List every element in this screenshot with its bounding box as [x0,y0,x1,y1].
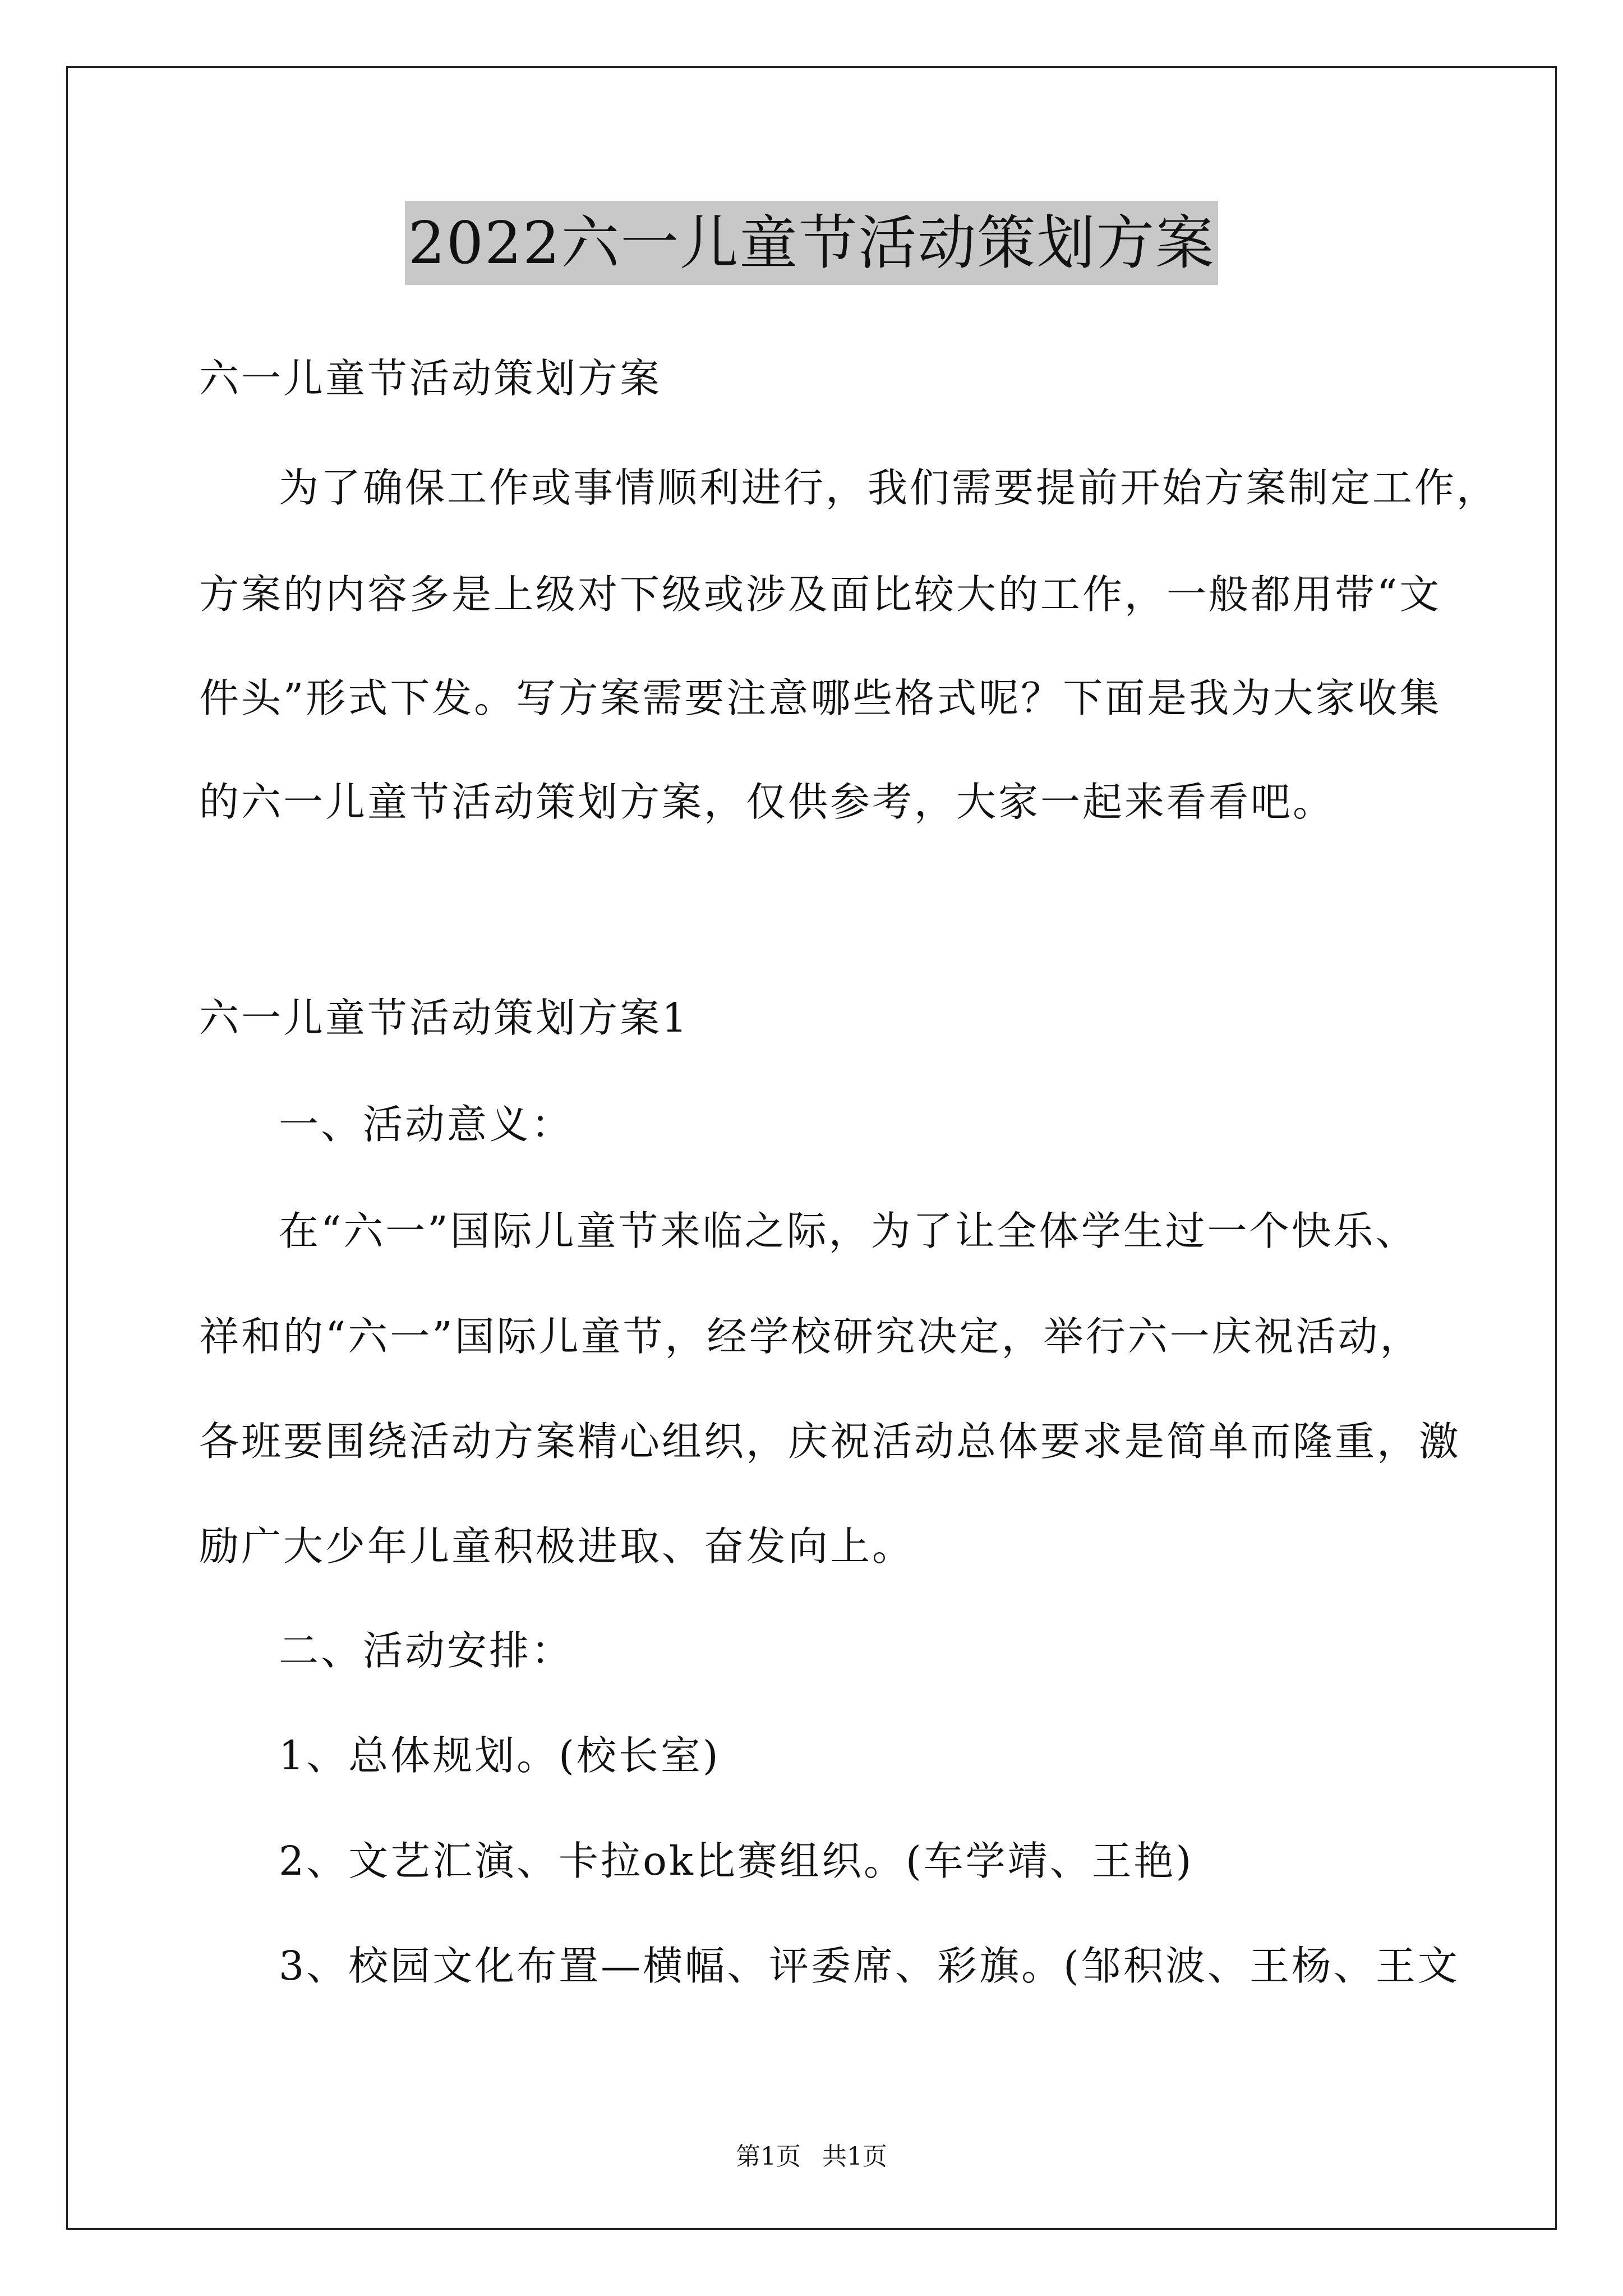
intro-line-2: 方案的内容多是上级对下级或涉及面比较大的工作，一般都用带“文 [199,571,1442,618]
arrangement-item-1: 1、总体规划。(校长室) [279,1732,721,1779]
title-container [0,201,1623,285]
heading-significance: 一、活动意义： [279,1101,574,1148]
section-heading: 六一儿童节活动策划方案1 [199,995,690,1041]
significance-line-4: 励广大少年儿童积极进取、奋发向上。 [199,1523,915,1570]
page-footer [0,2140,1623,2174]
intro-line-1: 为了确保工作或事情顺利进行，我们需要提前开始方案制定工作， [279,464,1499,511]
page-total: 共1页 [822,2142,887,2171]
arrangement-item-3: 3、校园文化布置—横幅、评委席、彩旗。(邹积波、王杨、王文 [279,1943,1460,1989]
heading-arrangement: 二、活动安排： [279,1627,574,1674]
page-number: 第1页 [736,2142,801,2171]
arrangement-item-2: 2、文艺汇演、卡拉ok比赛组织。(车学靖、王艳) [279,1838,1194,1884]
significance-line-3: 各班要围绕活动方案精心组织，庆祝活动总体要求是简单而隆重，激 [199,1418,1461,1465]
intro-line-4: 的六一儿童节活动策划方案，仅供参考，大家一起来看看吧。 [199,779,1335,825]
significance-line-1: 在“六一”国际儿童节来临之际，为了让全体学生过一个快乐、 [279,1208,1418,1254]
document-title: 2022六一儿童节活动策划方案 [405,201,1219,285]
intro-line-3: 件头”形式下发。写方案需要注意哪些格式呢？下面是我为大家收集 [199,675,1442,721]
subtitle-line: 六一儿童节活动策划方案 [199,355,662,402]
significance-line-2: 祥和的“六一”国际儿童节，经学校研究决定，举行六一庆祝活动， [199,1313,1422,1360]
